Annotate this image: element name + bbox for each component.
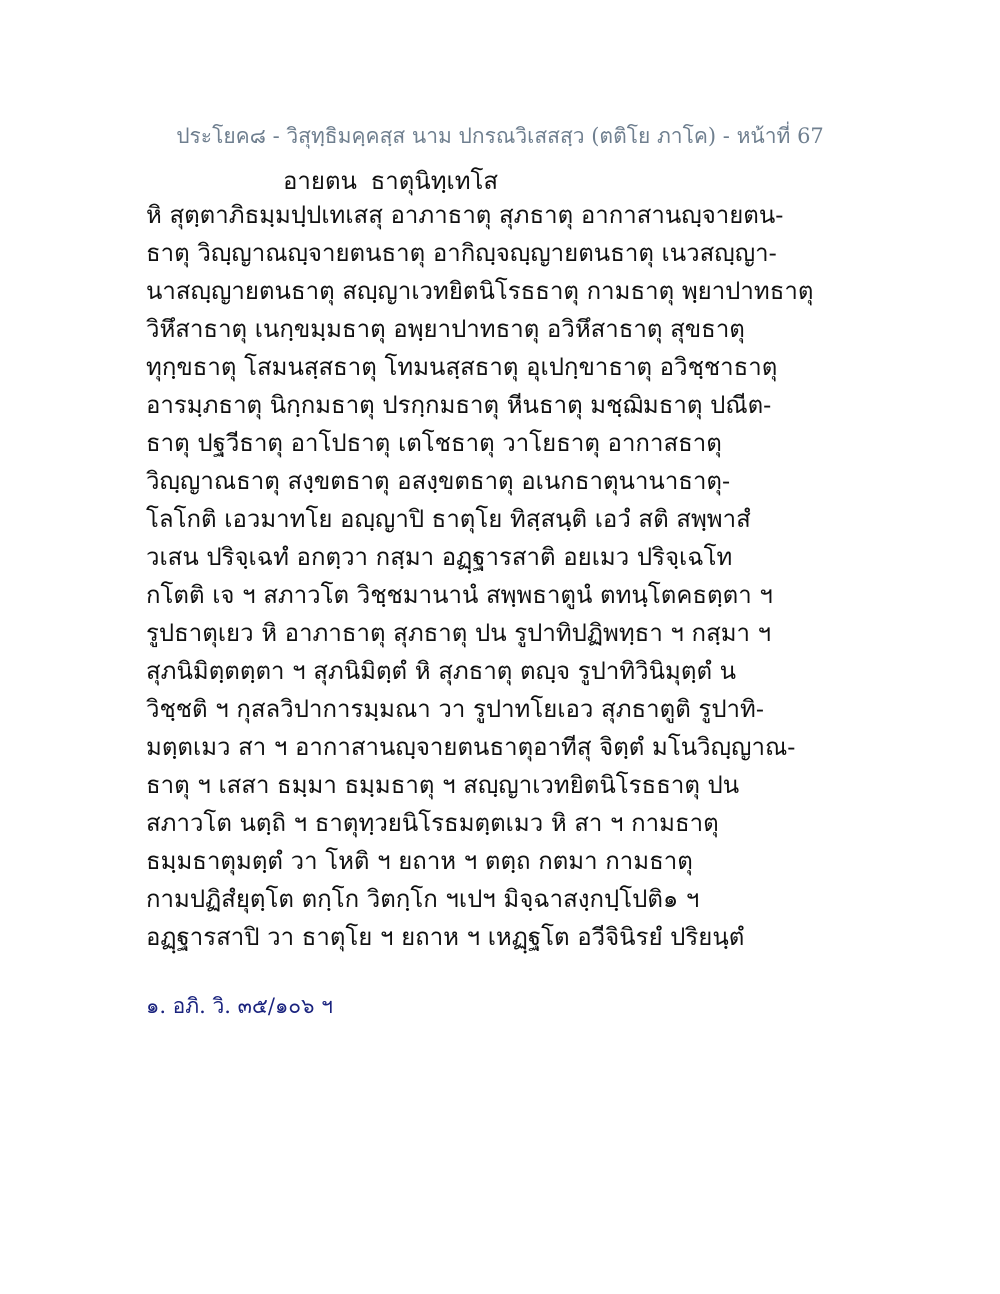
section-heading: อายตน ธาตุนิทฺเทโส: [283, 167, 499, 195]
text-line: หิ สุตฺตาภิธมฺมปฺปเทเสสุ อาภาธาตุ สุภธาตุ อากาสานญฺจายตน-: [146, 201, 784, 229]
body-text: [146, 196, 866, 956]
text-line: กามปฏิสํยุตฺโต ตกฺโก วิตกฺโก ฯเปฯ มิจฺฉาสงฺกปฺโปติ๑ ฯ: [146, 885, 700, 913]
text-line: ทุกฺขธาตุ โสมนสฺสธาตุ โทมนสฺสธาตุ อุเปกฺขาธาตุ อวิชฺชาธาตุ: [146, 353, 778, 381]
text-line: ธมฺมธาตุมตฺตํ วา โหติ ฯ ยถาห ฯ ตตฺถ กตมา กามธาตุ: [146, 847, 693, 875]
text-line: มตฺตเมว สา ฯ อากาสานญฺจายตนธาตุอาทีสุ จิตฺตํ มโนวิญฺญาณ-: [146, 733, 796, 761]
text-line: ธาตุ ปฐวีธาตุ อาโปธาตุ เตโชธาตุ วาโยธาตุ อากาสธาตุ: [146, 429, 722, 457]
text-line: วิชฺชติ ฯ กุสลวิปาการมฺมณา วา รูปาทโยเอว สุภธาตูติ รูปาทิ-: [146, 695, 764, 723]
text-line: นาสญฺญายตนธาตุ สญฺญาเวทยิตนิโรธธาตุ กามธาตุ พฺยาปาทธาตุ: [146, 277, 814, 305]
text-line: วเสน ปริจฺเฉทํ อกตฺวา กสฺมา อฏฺฐารสาติ อยเมว ปริจฺเฉโท: [146, 543, 733, 571]
running-header: ประโยค๘ - วิสุทฺธิมคฺคสฺส นาม ปกรณวิเสสสฺว (ตติโย ภาโค) - หน้าที่ 67: [176, 124, 824, 148]
text-line: สภาวโต นตฺถิ ฯ ธาตุทฺวยนิโรธมตฺตเมว หิ สา ฯ กามธาตุ: [146, 809, 719, 837]
text-line: ธาตุ ฯ เสสา ธมฺมา ธมฺมธาตุ ฯ สญฺญาเวทยิตนิโรธธาตุ ปน: [146, 771, 740, 799]
text-line: กโตติ เจ ฯ สภาวโต วิชฺชมานานํ สพฺพธาตูนํ ตทนฺโตคธตฺตา ฯ: [146, 581, 773, 609]
text-line: อฏฺฐารสาปิ วา ธาตุโย ฯ ยถาห ฯ เหฏฺฐโต อวีจินิรยํ ปริยนฺตํ: [146, 923, 745, 951]
footnote: ๑. อภิ. วิ. ๓๕/๑๐๖ ฯ: [146, 994, 333, 1018]
text-line: รูปธาตุเยว หิ อาภาธาตุ สุภธาตุ ปน รูปาทิปฏิพทฺธา ฯ กสฺมา ฯ: [146, 619, 772, 647]
text-line: โลโกติ เอวมาทโย อญฺญาปิ ธาตุโย ทิสฺสนฺติ เอวํ สติ สพฺพาสํ: [146, 505, 751, 533]
text-line: วิญฺญาณธาตุ สงฺขตธาตุ อสงฺขตธาตุ อเนกธาตุนานาธาตุ-: [146, 467, 731, 495]
text-line: วิหึสาธาตุ เนกฺขมฺมธาตุ อพฺยาปาทธาตุ อวิหึสาธาตุ สุขธาตุ: [146, 315, 745, 343]
text-line: ธาตุ วิญฺญาณญฺจายตนธาตุ อากิญฺจญฺญายตนธาตุ เนวสญฺญา-: [146, 239, 777, 267]
text-line: สุภนิมิตฺตตฺตา ฯ สุภนิมิตฺตํ หิ สุภธาตุ ตญฺจ รูปาทิวินิมุตฺตํ น: [146, 657, 737, 685]
text-line: อารมฺภธาตุ นิกฺกมธาตุ ปรกฺกมธาตุ หีนธาตุ มชฺฌิมธาตุ ปณีต-: [146, 391, 772, 419]
